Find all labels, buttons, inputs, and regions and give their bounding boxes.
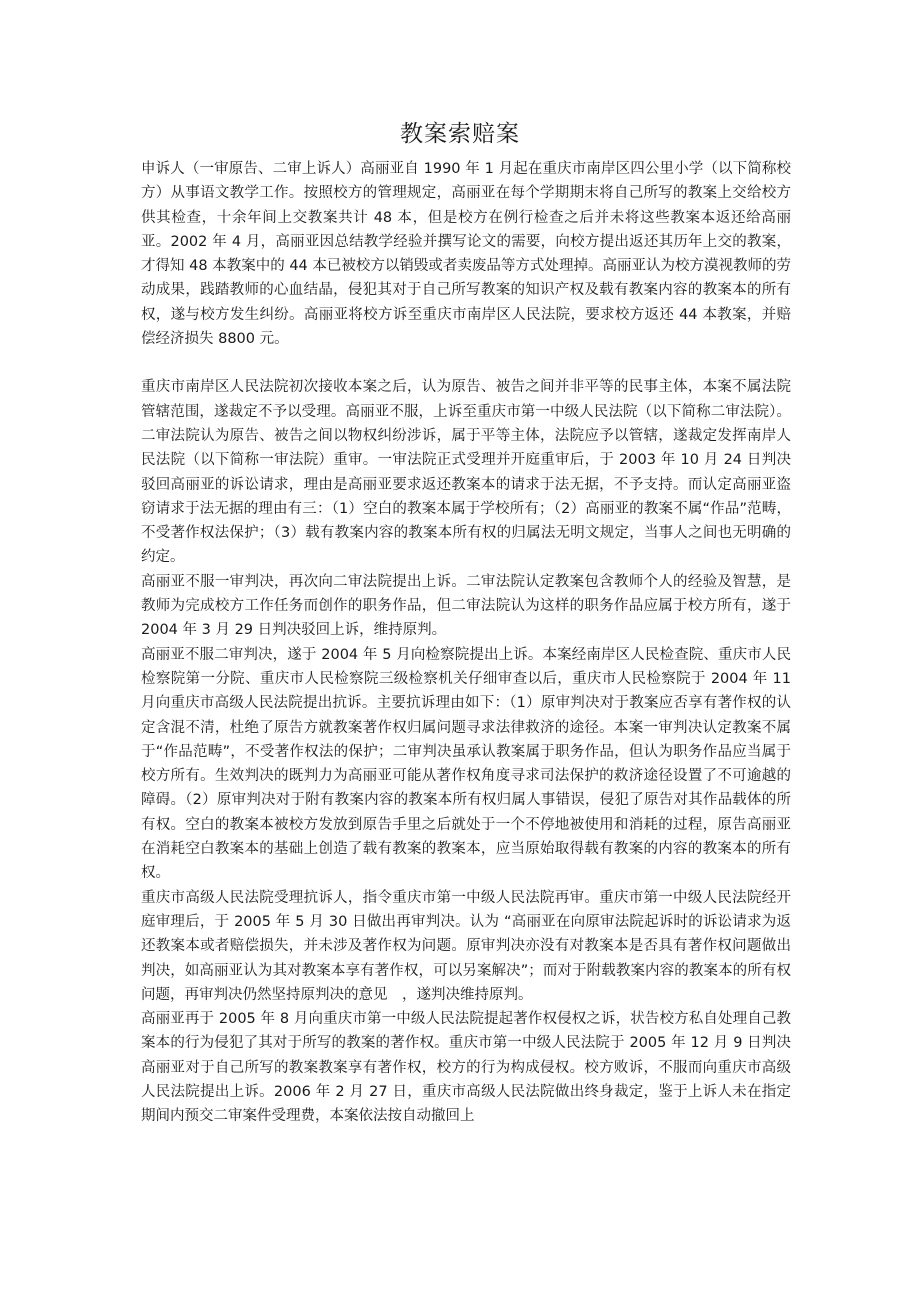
paragraph-5: 重庆市高级人民法院受理抗诉人，指令重庆市第一中级人民法院再审。重庆市第一中级人民法院经开庭审理后，于 2005 年 5 月 30 日做出再审判决。认为 “高丽亚在向原审法院起诉时的诉讼请求为返还教案本或者赔偿损失，并未涉及著作权为问题。原审判决亦没有对教案本是否具有著作权问题做出判决，如高丽亚认为其对教案本享有著作权，可以另案解决”；而对于附载教案内容的教案本的所有权问题，再审判决仍然坚持原判决的意见 ，遂判决维持原判。 xyxy=(141,889,791,1003)
paragraph-4: 高丽亚不服二审判决，遂于 2004 年 5 月向检察院提出上诉。本案经南岸区人民检查院、重庆市人民检察院第一分院、重庆市人民检察院三级检察机关仔细审查以后，重庆市人民检察院于 2004 年 11 月向重庆市高级人民法院提出抗诉。主要抗诉理由如下：（1）原审判决对于教案应否享有著作权的认定含混不清，杜绝了原告方就教案著作权归属问题寻求法律救济的途径。本案一审判决认定教案不属于“作品范畴”，不受著作权法的保护；二审判决虽承认教案属于职务作品，但认为职务作品应当属于校方所有。生效判决的既判力为高丽亚可能从著作权角度寻求司法保护的救济途径设置了不可逾越的障碍。（2）原审判决对于附有教案内容的教案本所有权归属人事错误，侵犯了原告对其作品载体的所有权。空白的教案本被校方发放到原告手里之后就处于一个不停地被使用和消耗的过程，原告高丽亚在消耗空白教案本的基础上创造了载有教案的教案本，应当原始取得载有教案的内容的教案本的所有权。 xyxy=(141,646,791,882)
paragraph-6: 高丽亚再于 2005 年 8 月向重庆市第一中级人民法院提起著作权侵权之诉，状告校方私自处理自己教案本的行为侵犯了其对于所写的教案的著作权。重庆市第一中级人民法院于 2005 年 12 月 9 日判决高丽亚对于自己所写的教案教案享有著作权，校方的行为构成侵权。校方败诉，不服而向重庆市高级人民法院提出上诉。2006 年 2 月 27 日，重庆市高级人民法院做出终身裁定，鉴于上诉人未在指定期间内预交二审案件受理费，本案依法按自动撤回上 xyxy=(141,1011,791,1125)
document-title: 教案索赔案 xyxy=(400,121,520,147)
paragraph-3: 高丽亚不服一审判决，再次向二审法院提出上诉。二审法院认定教案包含教师个人的经验及智慧，是教师为完成校方工作任务而创作的职务作品，但二审法院认为这样的职务作品应属于校方所有，遂于 2004 年 3 月 29 日判决驳回上诉，维持原判。 xyxy=(141,573,791,639)
paragraph-2: 重庆市南岸区人民法院初次接收本案之后，认为原告、被告之间并非平等的民事主体，本案不属法院管辖范围，遂裁定不予以受理。高丽亚不服，上诉至重庆市第一中级人民法院（以下简称二审法院）。二审法院认为原告、被告之间以物权纠纷涉诉，属于平等主体，法院应予以管辖，遂裁定发挥南岸人民法院（以下简称一审法院）重审。一审法院正式受理并开庭重审后，于 2003 年 10 月 24 日判决驳回高丽亚的诉讼请求，理由是高丽亚要求返还教案本的请求于法无据，不予支持。而认定高丽亚盗窃请求于法无据的理由有三：（1）空白的教案本属于学校所有；（2）高丽亚的教案不属“作品”范畴，不受著作权法保护；（3）载有教案内容的教案本所有权的归属法无明文规定，当事人之间也无明确的约定。 xyxy=(141,379,791,566)
paragraph-1: 申诉人（一审原告、二审上诉人）高丽亚自 1990 年 1 月起在重庆市南岸区四公里小学（以下简称校方）从事语文教学工作。按照校方的管理规定，高丽亚在每个学期期末将自己所写的教案上交给校方供其检查，十余年间上交教案共计 48 本，但是校方在例行检查之后并未将这些教案本返还给高丽亚。2002 年 4 月，高丽亚因总结教学经验并撰写论文的需要，向校方提出返还其历年上交的教案，才得知 48 本教案中的 44 本已被校方以销毁或者卖废品等方式处理掉。高丽亚认为校方漠视教师的劳动成果，践踏教师的心血结晶，侵犯其对于自己所写教案的知识产权及载有教案内容的教案本的所有权，遂与校方发生纠纷。高丽亚将校方诉至重庆市南岸区人民法院，要求校方返还 44 本教案，并赔偿经济损失 8800 元。 xyxy=(141,161,791,348)
document-body xyxy=(141,157,791,1129)
